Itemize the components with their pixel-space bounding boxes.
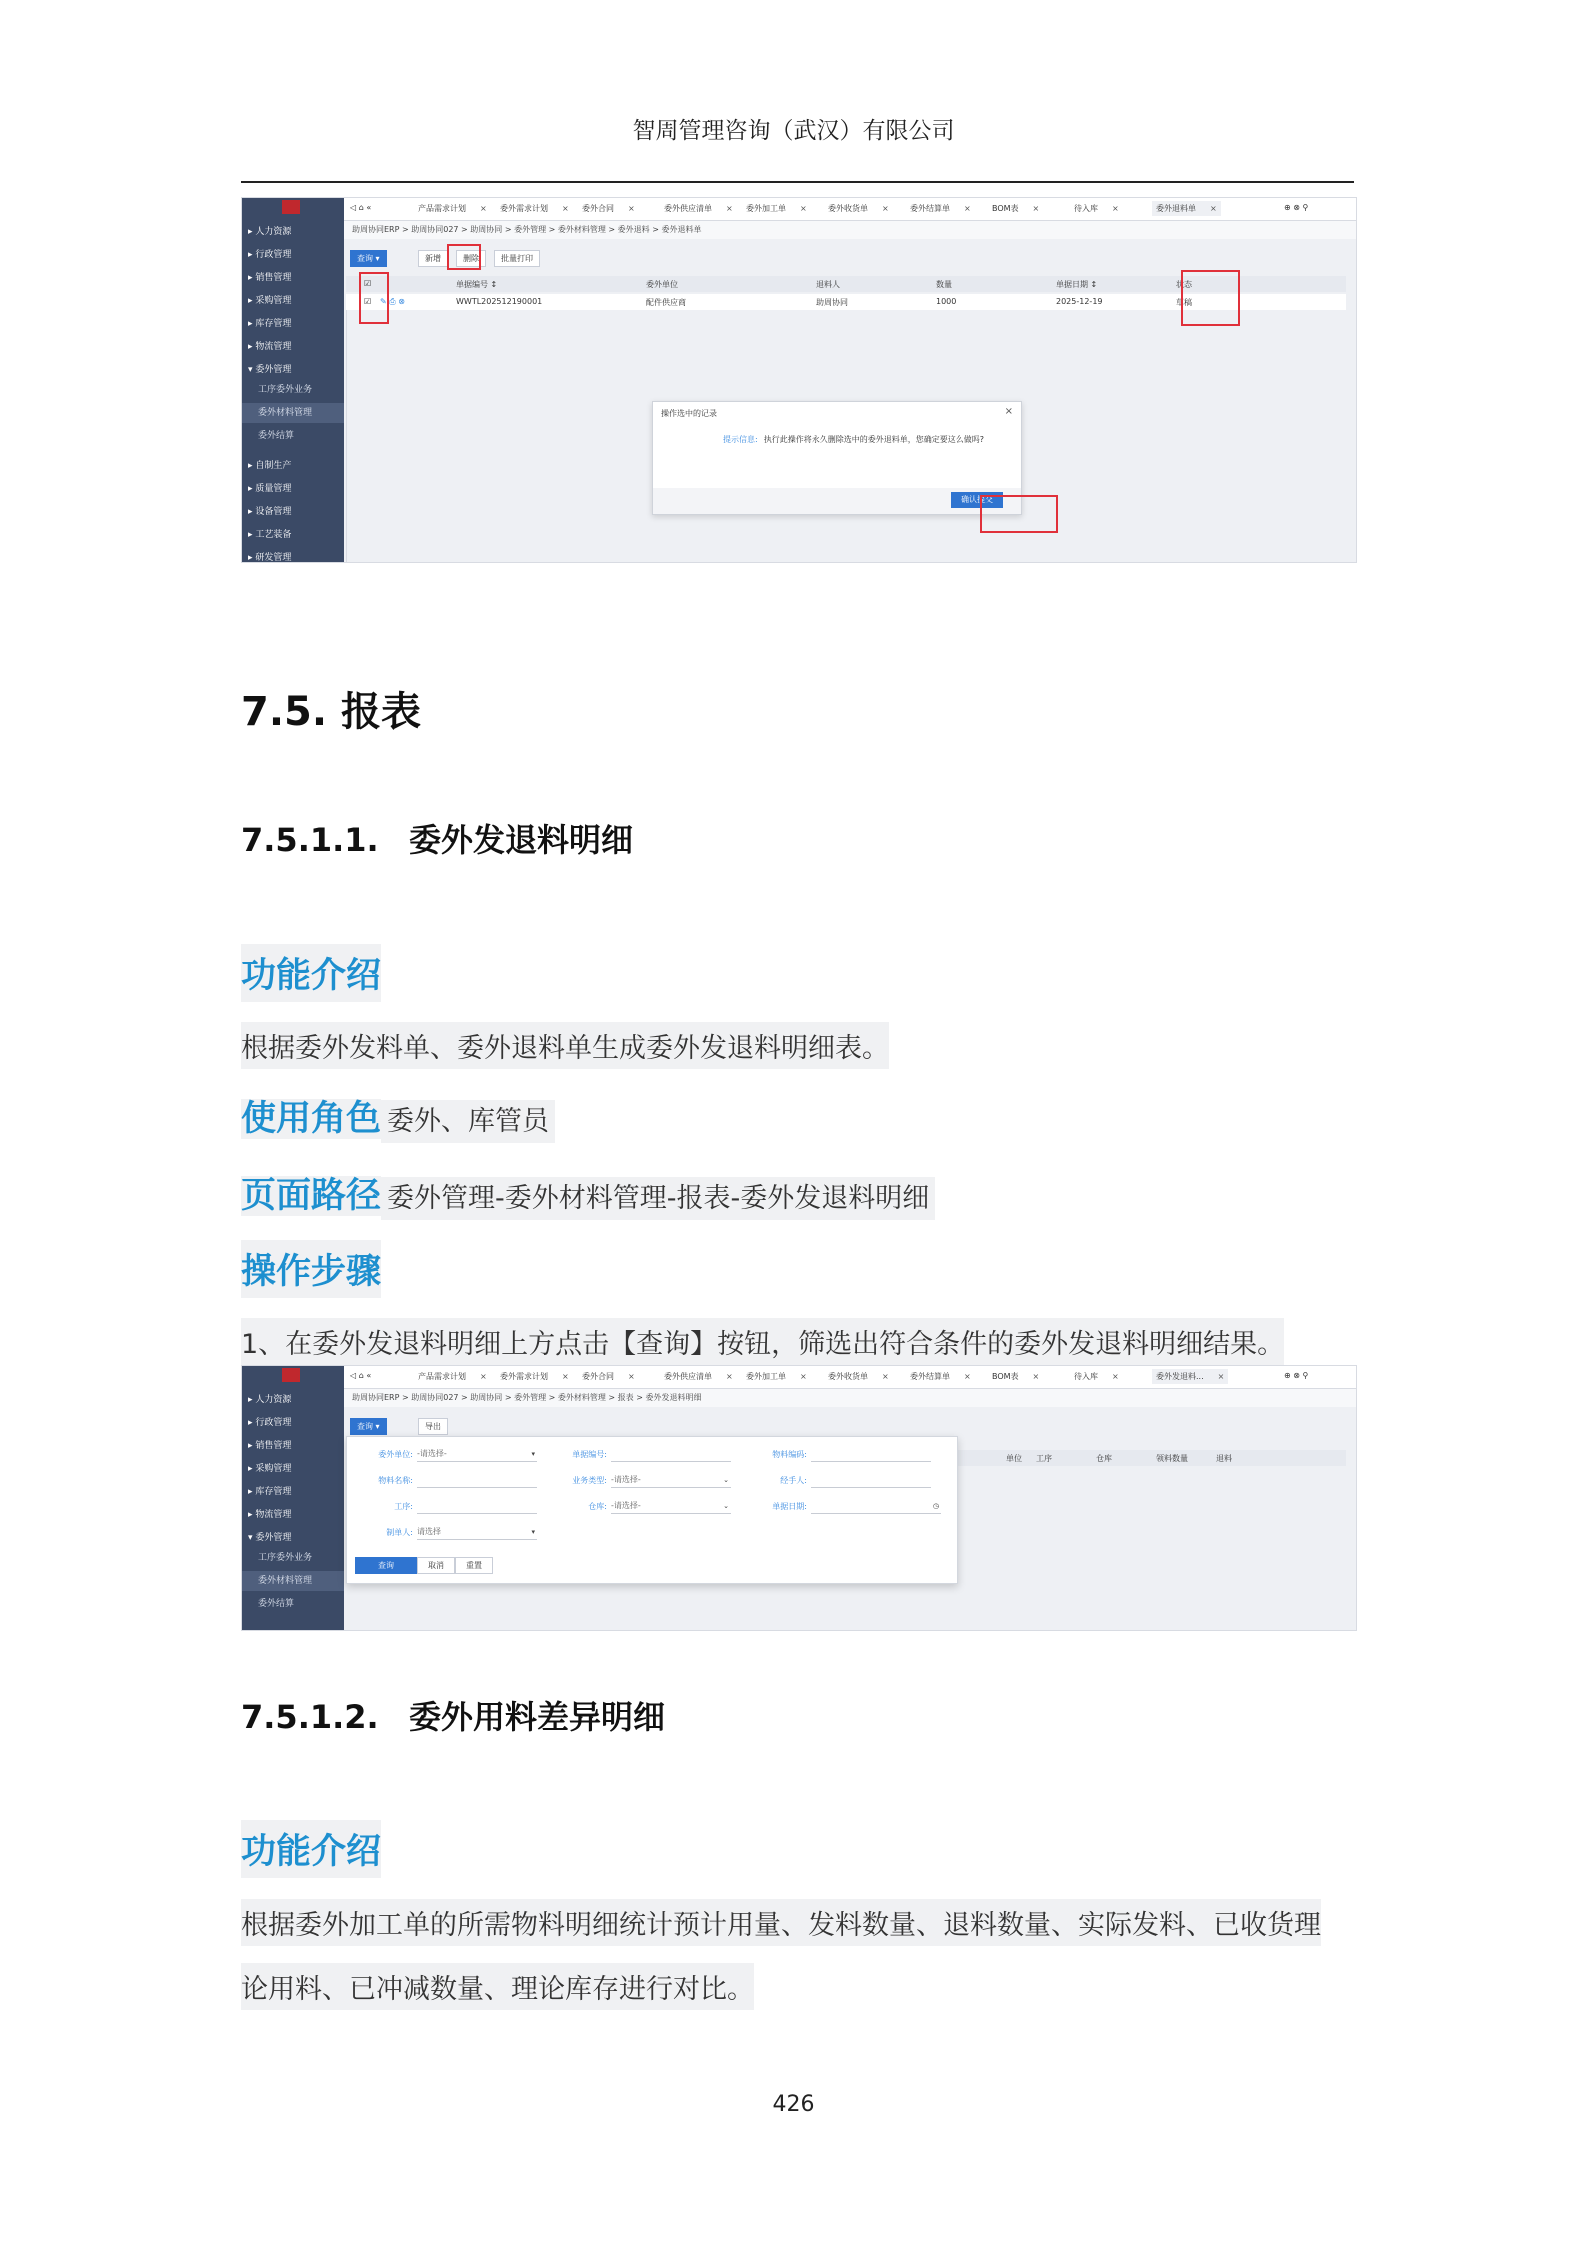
tab-active[interactable]: 委外发退料... × [1152,1369,1228,1384]
sidebar-item[interactable]: ▸ 设备管理 [248,507,292,517]
material-name-input[interactable] [417,1473,537,1488]
tab[interactable]: 委外收货单 × [828,204,889,213]
sidebar-item[interactable]: ▸ 销售管理 [248,1441,292,1451]
new-button[interactable]: 新增 [418,250,448,267]
header-divider [241,181,1354,183]
header-company: 智周管理咨询（武汉）有限公司 [632,118,955,144]
subsection-title-2: 7.5.1.2. 委外用料差异明细 [241,1698,666,1736]
dialog-footer [653,488,1021,514]
subsection-title-1: 7.5.1.1. 委外发退料明细 [241,821,634,859]
grid-header: ☑ 单据编号 ↕ 委外单位 退料人 数量 单据日期 ↕ 状态 [346,276,1346,292]
keyword-intro: 功能介绍 [241,944,381,1002]
close-icon[interactable]: × [1004,406,1013,417]
dialog-title: 操作选中的记录 [661,409,717,418]
batch-print-button[interactable]: 批量打印 [494,250,540,267]
tab[interactable]: 委外加工单 × [746,204,807,213]
doc-no-input[interactable] [611,1447,731,1462]
toolbar-icons[interactable]: ⊕ ⊗ ⚲ [1284,1371,1309,1380]
sidebar-subitem[interactable]: 委外结算 [258,1599,295,1609]
checkbox-all[interactable]: ☑ [364,279,372,288]
sidebar-item[interactable]: ▸ 库存管理 [248,319,292,329]
panel-reset-button[interactable]: 重置 [455,1557,493,1574]
sidebar-subitem[interactable]: 工序委外业务 [258,1553,313,1563]
sidebar-item[interactable]: ▸ 采购管理 [248,1464,292,1474]
tab-bar [344,1366,1356,1389]
sidebar-subitem-active[interactable]: 委外材料管理 [242,403,344,423]
keyword-steps: 操作步骤 [241,1240,381,1298]
row-action-icons[interactable]: ✎ ⎙ ⊗ [380,297,405,306]
confirm-button[interactable]: 确认提交 [951,492,1003,508]
tab[interactable]: BOM表 × [992,1372,1040,1381]
table-row[interactable]: ☑ ✎ ⎙ ⊗ WWTL202512190001 配件供应商 助周协同 1000 2025-12-19 草稿 [346,294,1346,310]
tab[interactable]: 委外收货单 × [828,1372,889,1381]
row-checkbox[interactable]: ☑ [364,297,372,306]
sidebar-item[interactable]: ▸ 库存管理 [248,1487,292,1497]
screenshot-delete-return [241,197,1357,563]
toolbar-icons[interactable]: ⊕ ⊗ ⚲ [1284,203,1309,212]
sidebar-item[interactable]: ▸ 采购管理 [248,296,292,306]
intro-text-2-line2: 论用料、已冲减数量、理论库存进行对比。 [241,1963,754,2010]
tab[interactable]: 委外需求计划 × [500,1372,569,1381]
tab[interactable]: 委外结算单 × [910,204,971,213]
highlight-delete [447,244,481,270]
sidebar-item[interactable]: ▸ 研发管理 [248,553,292,563]
tab[interactable]: 委外合同 × [582,204,635,213]
section-title: 7.5. 报表 [241,689,421,735]
breadcrumb: 助周协同ERP > 助周协同027 > 助周协同 > 委外管理 > 委外材料管理 > 报表 > 委外发退料明细 [344,1389,1356,1407]
tab[interactable]: 委外加工单 × [746,1372,807,1381]
query-panel: 委外单位: -请选择- ▾ 单据编号: 物料编码: 物料名称: 业务类型: -请选择- ⌄ 经手人: 工序: 仓库: -请选择- ⌄ 单据日期: ◷ 制单人: 请选择 ▾ 查询 取消 重置 [346,1436,958,1584]
logo [282,200,300,214]
doc-date-input[interactable]: ◷ [811,1499,941,1514]
breadcrumb: 助周协同ERP > 助周协同027 > 助周协同 > 委外管理 > 委外材料管理 > 委外退料 > 委外退料单 [344,221,1356,239]
nav-icons[interactable]: ◁ ⌂ « [350,1371,372,1380]
grid-header: 单位 工序 仓库 领料数量 退料 [346,1450,1346,1466]
tab[interactable]: 委外供应清单 × [664,1372,733,1381]
tab[interactable]: 委外供应清单 × [664,204,733,213]
keyword-intro-2: 功能介绍 [241,1820,381,1878]
sidebar-subitem[interactable]: 工序委外业务 [258,385,313,395]
warehouse-select[interactable]: -请选择- ⌄ [611,1499,731,1514]
keyword-path: 页面路径 委外管理-委外材料管理-报表-委外发退料明细 [241,1164,935,1222]
material-code-input[interactable] [811,1447,931,1462]
sidebar [242,1366,344,1630]
sidebar-item[interactable]: ▸ 行政管理 [248,250,292,260]
sidebar-item[interactable]: ▸ 工艺装备 [248,530,292,540]
nav-icons[interactable]: ◁ ⌂ « [350,203,372,212]
tab[interactable]: 产品需求计划 × [418,204,487,213]
sidebar-item[interactable]: ▾ 委外管理 [248,365,292,375]
sidebar-item[interactable]: ▸ 质量管理 [248,484,292,494]
highlight-status [1181,270,1240,326]
tab[interactable]: 委外需求计划 × [500,204,569,213]
sidebar-item[interactable]: ▸ 销售管理 [248,273,292,283]
intro-text-2-line1: 根据委外加工单的所需物料明细统计预计用量、发料数量、退料数量、实际发料、已收货理 [241,1899,1321,1946]
sidebar-item[interactable]: ▾ 委外管理 [248,1533,292,1543]
highlight-checkbox [359,272,389,324]
sidebar-item[interactable]: ▸ 物流管理 [248,342,292,352]
tab-active[interactable]: 委外退料单 × [1152,201,1221,216]
sidebar [242,198,344,562]
screenshot-query-panel [241,1365,1357,1631]
page-number: 426 [772,2092,815,2117]
tab[interactable]: 委外合同 × [582,1372,635,1381]
query-button[interactable]: 查询 ▾ [350,250,387,267]
sidebar-item[interactable]: ▸ 人力资源 [248,227,292,237]
export-button[interactable]: 导出 [418,1418,448,1435]
handler-input[interactable] [811,1473,931,1488]
highlight-confirm [980,495,1058,533]
sidebar-subitem[interactable]: 委外结算 [258,431,295,441]
dialog-message: 提示信息: 执行此操作将永久删除选中的委外退料单，您确定要这么做吗? [723,435,984,444]
step-1-text: 1、在委外发退料明细上方点击【查询】按钮，筛选出符合条件的委外发退料明细结果。 [241,1318,1284,1365]
sidebar-item[interactable]: ▸ 自制生产 [248,461,292,471]
sidebar-item[interactable]: ▸ 行政管理 [248,1418,292,1428]
panel-query-button[interactable]: 查询 [355,1557,417,1574]
tab[interactable]: BOM表 × [992,204,1040,213]
sidebar-item[interactable]: ▸ 物流管理 [248,1510,292,1520]
tab[interactable]: 产品需求计划 × [418,1372,487,1381]
intro-text: 根据委外发料单、委外退料单生成委外发退料明细表。 [241,1022,889,1069]
sidebar-item[interactable]: ▸ 人力资源 [248,1395,292,1405]
business-type-select[interactable]: -请选择- ⌄ [611,1473,731,1488]
tab-bar [344,198,1356,221]
tab[interactable]: 待入库 × [1074,1372,1119,1381]
process-input[interactable] [417,1499,537,1514]
sidebar-subitem-active[interactable]: 委外材料管理 [242,1571,344,1591]
outsource-unit-select[interactable]: -请选择- ▾ [417,1447,537,1462]
logo [282,1368,300,1382]
query-button[interactable]: 查询 ▾ [350,1418,387,1435]
delete-button[interactable]: 删除 [456,250,486,267]
tab[interactable]: 待入库 × [1074,204,1119,213]
maker-select[interactable]: 请选择 ▾ [417,1525,537,1540]
panel-cancel-button[interactable]: 取消 [417,1557,455,1574]
keyword-role: 使用角色 委外、库管员 [241,1087,555,1145]
confirm-dialog [652,401,1022,515]
tab[interactable]: 委外结算单 × [910,1372,971,1381]
